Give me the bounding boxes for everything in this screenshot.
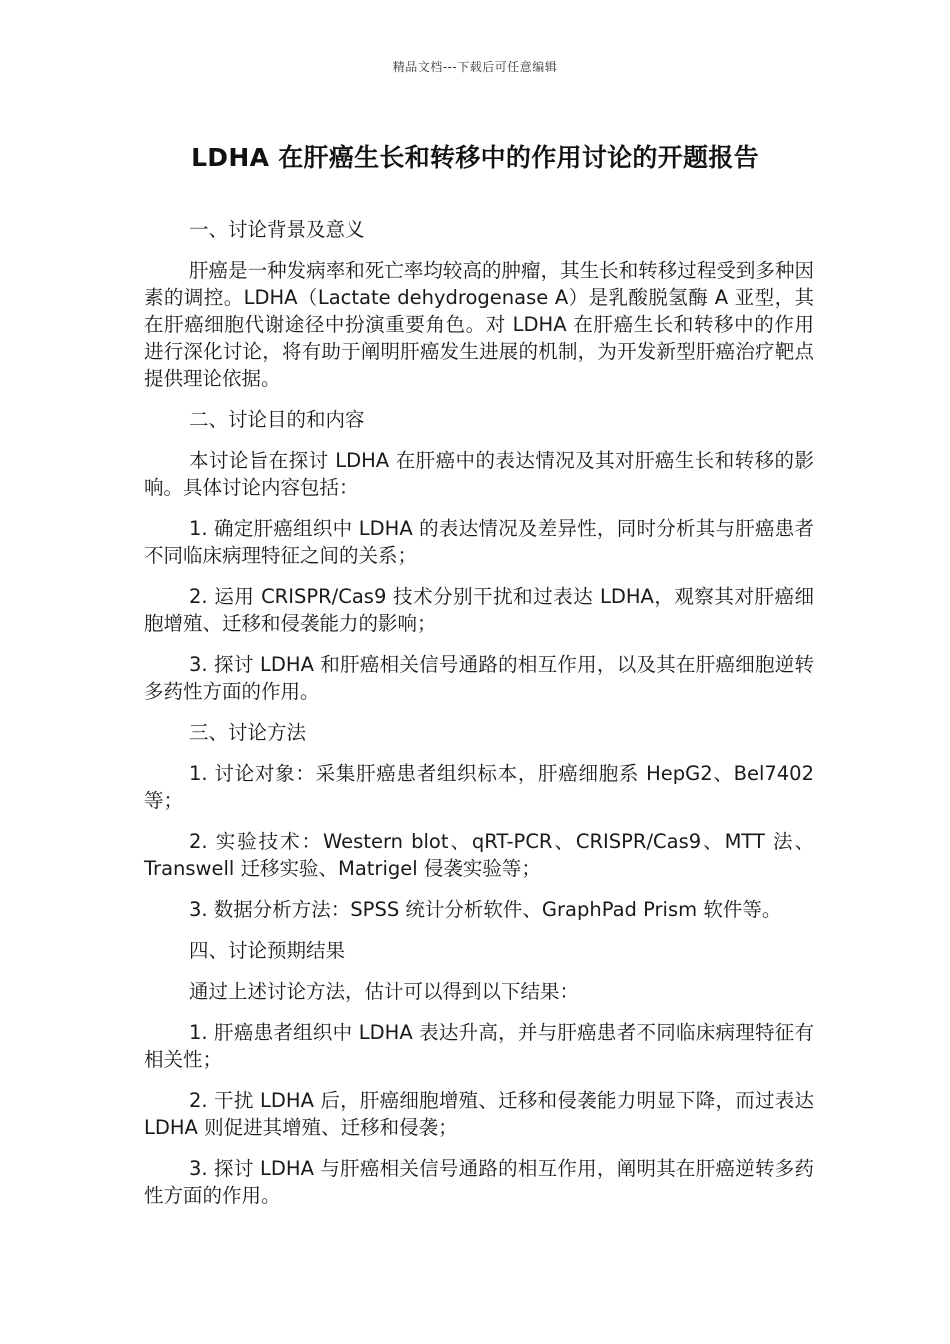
document-title: LDHA 在肝癌生长和转移中的作用讨论的开题报告 [191, 143, 759, 172]
paragraph-results-intro: 通过上述讨论方法，估计可以得到以下结果： [189, 980, 580, 1003]
list-item-method-2: 2. 实验技术：Western blot、qRT-PCR、CRISPR/Cas9、MTT 法、Transwell 迁移实验、Matrigel 侵袭实验等； [144, 830, 814, 880]
paragraph-background: 肝癌是一种发病率和死亡率均较高的肿瘤，其生长和转移过程受到多种因素的调控。LDHA（Lactate dehydrogenase A）是乳酸脱氢酶 A 亚型，其在肝癌细胞代谢途径中扮演重要角色。对 LDHA 在肝癌生长和转移中的作用进行深化讨论，将有助于阐明肝癌发生进展的机制，为开发新型肝癌治疗靶点提供理论依据。 [144, 259, 814, 390]
section-heading-objectives: 二、讨论目的和内容 [189, 408, 365, 431]
section-heading-background: 一、讨论背景及意义 [189, 218, 365, 241]
list-item-method-3: 3. 数据分析方法：SPSS 统计分析软件、GraphPad Prism 软件等。 [189, 898, 782, 921]
document-body [144, 216, 814, 1223]
list-item-result-3: 3. 探讨 LDHA 与肝癌相关信号通路的相互作用，阐明其在肝癌逆转多药性方面的作用。 [144, 1157, 814, 1207]
page-header: 精品文档---下载后可任意编辑 [392, 60, 558, 74]
list-item-result-1: 1. 肝癌患者组织中 LDHA 表达升高，并与肝癌患者不同临床病理特征有相关性； [144, 1021, 814, 1071]
list-item-objective-3: 3. 探讨 LDHA 和肝癌相关信号通路的相互作用，以及其在肝癌细胞逆转多药性方面的作用。 [144, 653, 814, 703]
list-item-result-2: 2. 干扰 LDHA 后，肝癌细胞增殖、迁移和侵袭能力明显下降，而过表达 LDHA 则促进其增殖、迁移和侵袭； [144, 1089, 814, 1139]
list-item-objective-1: 1. 确定肝癌组织中 LDHA 的表达情况及差异性，同时分析其与肝癌患者不同临床病理特征之间的关系； [144, 517, 814, 567]
section-heading-expected-results: 四、讨论预期结果 [189, 939, 346, 962]
section-heading-methods: 三、讨论方法 [189, 721, 307, 744]
paragraph-objectives-intro: 本讨论旨在探讨 LDHA 在肝癌中的表达情况及其对肝癌生长和转移的影响。具体讨论内容包括： [144, 449, 814, 499]
list-item-method-1: 1. 讨论对象：采集肝癌患者组织标本，肝癌细胞系 HepG2、Bel7402 等； [144, 762, 814, 812]
list-item-objective-2: 2. 运用 CRISPR/Cas9 技术分别干扰和过表达 LDHA，观察其对肝癌细胞增殖、迁移和侵袭能力的影响； [144, 585, 814, 635]
